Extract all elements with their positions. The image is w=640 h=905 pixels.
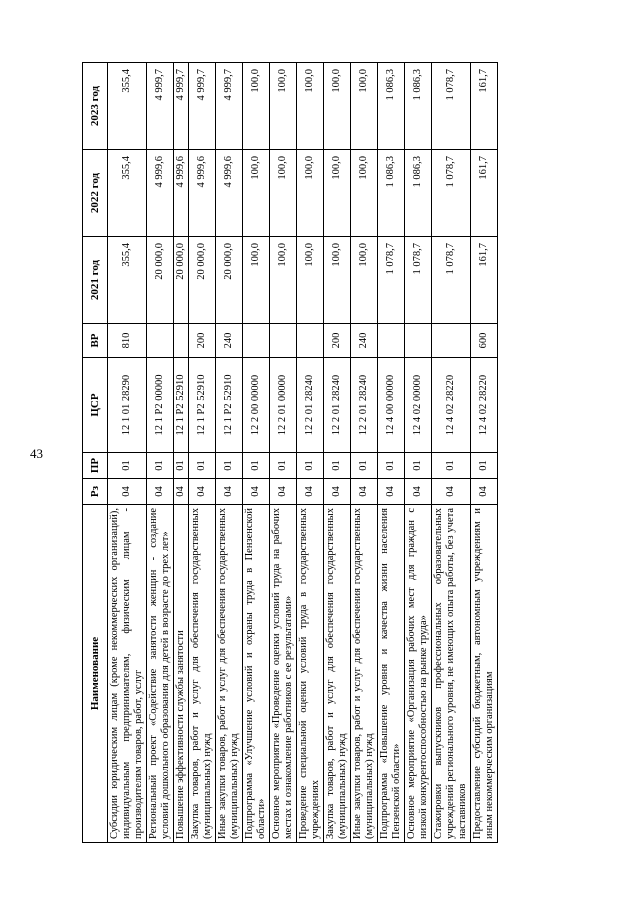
cell-2021: 100,0 — [270, 237, 297, 324]
cell-2023: 161,7 — [471, 63, 498, 150]
cell-rz: 04 — [405, 479, 432, 505]
header-vr: ВР — [83, 324, 108, 358]
cell-vr: 240 — [216, 324, 243, 358]
table-body — [108, 63, 498, 843]
header-pr: ПР — [83, 453, 108, 479]
cell-rz: 04 — [189, 479, 216, 505]
cell-pr: 01 — [297, 453, 324, 479]
cell-2023: 100,0 — [324, 63, 351, 150]
cell-name: Предоставление субсидий бюджетным, автономным учреждениям и иным некоммерческим организациям — [471, 505, 498, 843]
cell-name: Подпрограмма «Улучшение условий и охраны труда в Пензенской области» — [243, 505, 270, 843]
cell-pr: 01 — [432, 453, 471, 479]
cell-2022: 161,7 — [471, 150, 498, 237]
cell-csr: 12 1 P2 52910 — [216, 358, 243, 453]
cell-pr: 01 — [324, 453, 351, 479]
table-row — [174, 63, 189, 843]
cell-name: Субсидии юридическим лицам (кроме некоммерческих организаций), индивидуальным предпринимателям, физическим лицам - производителям товаров, работ, услуг — [108, 505, 147, 843]
cell-vr — [405, 324, 432, 358]
table-row — [189, 63, 216, 843]
cell-pr: 01 — [174, 453, 189, 479]
cell-pr: 01 — [270, 453, 297, 479]
cell-csr: 12 1 P2 00000 — [147, 358, 174, 453]
cell-vr — [378, 324, 405, 358]
cell-2023: 100,0 — [243, 63, 270, 150]
cell-vr: 810 — [108, 324, 147, 358]
cell-name: Повышение эффективности службы занятости — [174, 505, 189, 843]
header-2022: 2022 год — [83, 150, 108, 237]
cell-csr: 12 2 01 28240 — [324, 358, 351, 453]
cell-rz: 04 — [174, 479, 189, 505]
cell-pr: 01 — [108, 453, 147, 479]
table-row — [216, 63, 243, 843]
cell-csr: 12 4 02 28220 — [471, 358, 498, 453]
cell-name: Закупка товаров, работ и услуг для обеспечения государственных (муниципальных) нужд — [324, 505, 351, 843]
cell-2022: 100,0 — [351, 150, 378, 237]
cell-2022: 100,0 — [297, 150, 324, 237]
page-number: 43 — [30, 446, 43, 461]
cell-name: Иные закупки товаров, работ и услуг для обеспечения государственных (муниципальных) нужд — [216, 505, 243, 843]
cell-rz: 04 — [324, 479, 351, 505]
table-row — [243, 63, 270, 843]
cell-csr: 12 4 02 00000 — [405, 358, 432, 453]
cell-vr: 600 — [471, 324, 498, 358]
cell-2023: 4 999,7 — [189, 63, 216, 150]
cell-2022: 100,0 — [324, 150, 351, 237]
cell-pr: 01 — [405, 453, 432, 479]
cell-2022: 1 078,7 — [432, 150, 471, 237]
cell-pr: 01 — [243, 453, 270, 479]
cell-2023: 4 999,7 — [147, 63, 174, 150]
cell-2022: 100,0 — [270, 150, 297, 237]
cell-csr: 12 2 00 00000 — [243, 358, 270, 453]
cell-pr: 01 — [378, 453, 405, 479]
cell-rz: 04 — [297, 479, 324, 505]
table-row — [378, 63, 405, 843]
cell-rz: 04 — [378, 479, 405, 505]
cell-vr — [174, 324, 189, 358]
cell-csr: 12 2 01 28240 — [351, 358, 378, 453]
cell-name: Основное мероприятие «Организация рабочих мест для граждан с низкой конкурентоспособностью на рынке труда» — [405, 505, 432, 843]
cell-csr: 12 4 00 00000 — [378, 358, 405, 453]
header-2021: 2021 год — [83, 237, 108, 324]
cell-2021: 161,7 — [471, 237, 498, 324]
cell-rz: 04 — [432, 479, 471, 505]
cell-name: Подпрограмма «Повышение уровня и качества жизни населения Пензенской области» — [378, 505, 405, 843]
cell-name: Стажировки выпускников профессиональных образовательных учреждений регионального уровня, не имеющих опыта работы, без учета наставников — [432, 505, 471, 843]
cell-2022: 4 999,6 — [147, 150, 174, 237]
cell-pr: 01 — [189, 453, 216, 479]
table-row — [471, 63, 498, 843]
table-row — [108, 63, 147, 843]
cell-vr: 240 — [351, 324, 378, 358]
cell-2023: 4 999,7 — [216, 63, 243, 150]
table-row — [351, 63, 378, 843]
header-2023: 2023 год — [83, 63, 108, 150]
cell-2021: 100,0 — [324, 237, 351, 324]
cell-rz: 04 — [108, 479, 147, 505]
cell-rz: 04 — [243, 479, 270, 505]
cell-2023: 100,0 — [351, 63, 378, 150]
cell-vr: 200 — [324, 324, 351, 358]
cell-pr: 01 — [216, 453, 243, 479]
cell-2022: 1 086,3 — [378, 150, 405, 237]
cell-2021: 355,4 — [108, 237, 147, 324]
cell-name: Основное мероприятие «Проведение оценки условий труда на рабочих местах и ознакомление работников с ее результатами» — [270, 505, 297, 843]
cell-vr — [432, 324, 471, 358]
table-row — [432, 63, 471, 843]
cell-csr: 12 2 01 28240 — [297, 358, 324, 453]
cell-rz: 04 — [351, 479, 378, 505]
cell-pr: 01 — [147, 453, 174, 479]
cell-2021: 20 000,0 — [174, 237, 189, 324]
cell-2022: 4 999,6 — [216, 150, 243, 237]
cell-2022: 355,4 — [108, 150, 147, 237]
cell-2023: 100,0 — [297, 63, 324, 150]
header-name: Наименование — [83, 505, 108, 843]
cell-2021: 1 078,7 — [378, 237, 405, 324]
cell-pr: 01 — [351, 453, 378, 479]
cell-name: Региональный проект «Содействие занятости женщин - создание условий дошкольного образования для детей в возрасте до трех лет» — [147, 505, 174, 843]
header-row — [83, 63, 108, 843]
cell-2022: 100,0 — [243, 150, 270, 237]
table-row — [324, 63, 351, 843]
cell-name: Закупка товаров, работ и услуг для обеспечения государственных (муниципальных) нужд — [189, 505, 216, 843]
cell-2023: 100,0 — [270, 63, 297, 150]
cell-2021: 1 078,7 — [432, 237, 471, 324]
cell-csr: 12 1 01 28290 — [108, 358, 147, 453]
cell-2021: 20 000,0 — [147, 237, 174, 324]
cell-csr: 12 1 P2 52910 — [174, 358, 189, 453]
cell-2023: 355,4 — [108, 63, 147, 150]
cell-2021: 100,0 — [297, 237, 324, 324]
cell-rz: 04 — [216, 479, 243, 505]
header-csr: ЦСР — [83, 358, 108, 453]
cell-name: Иные закупки товаров, работ и услуг для обеспечения государственных (муниципальных) нужд — [351, 505, 378, 843]
cell-2023: 1 078,7 — [432, 63, 471, 150]
cell-2021: 20 000,0 — [189, 237, 216, 324]
cell-2023: 1 086,3 — [405, 63, 432, 150]
table-row — [297, 63, 324, 843]
cell-csr: 12 2 01 00000 — [270, 358, 297, 453]
cell-vr — [297, 324, 324, 358]
cell-2022: 4 999,6 — [174, 150, 189, 237]
cell-2023: 4 999,7 — [174, 63, 189, 150]
rotated-table-container — [82, 63, 599, 843]
cell-rz: 04 — [147, 479, 174, 505]
table-row — [270, 63, 297, 843]
cell-2021: 100,0 — [351, 237, 378, 324]
cell-csr: 12 4 02 28220 — [432, 358, 471, 453]
cell-vr — [270, 324, 297, 358]
cell-vr — [147, 324, 174, 358]
cell-name: Проведение специальной оценки условий труда в государственных учреждениях — [297, 505, 324, 843]
budget-table — [82, 62, 498, 843]
table-row — [405, 63, 432, 843]
cell-pr: 01 — [471, 453, 498, 479]
cell-2021: 1 078,7 — [405, 237, 432, 324]
cell-vr: 200 — [189, 324, 216, 358]
cell-2022: 1 086,3 — [405, 150, 432, 237]
header-rz: Рз — [83, 479, 108, 505]
cell-rz: 04 — [471, 479, 498, 505]
cell-csr: 12 1 P2 52910 — [189, 358, 216, 453]
table-row — [147, 63, 174, 843]
cell-2021: 20 000,0 — [216, 237, 243, 324]
cell-2021: 100,0 — [243, 237, 270, 324]
cell-vr — [243, 324, 270, 358]
cell-2023: 1 086,3 — [378, 63, 405, 150]
cell-rz: 04 — [270, 479, 297, 505]
cell-2022: 4 999,6 — [189, 150, 216, 237]
